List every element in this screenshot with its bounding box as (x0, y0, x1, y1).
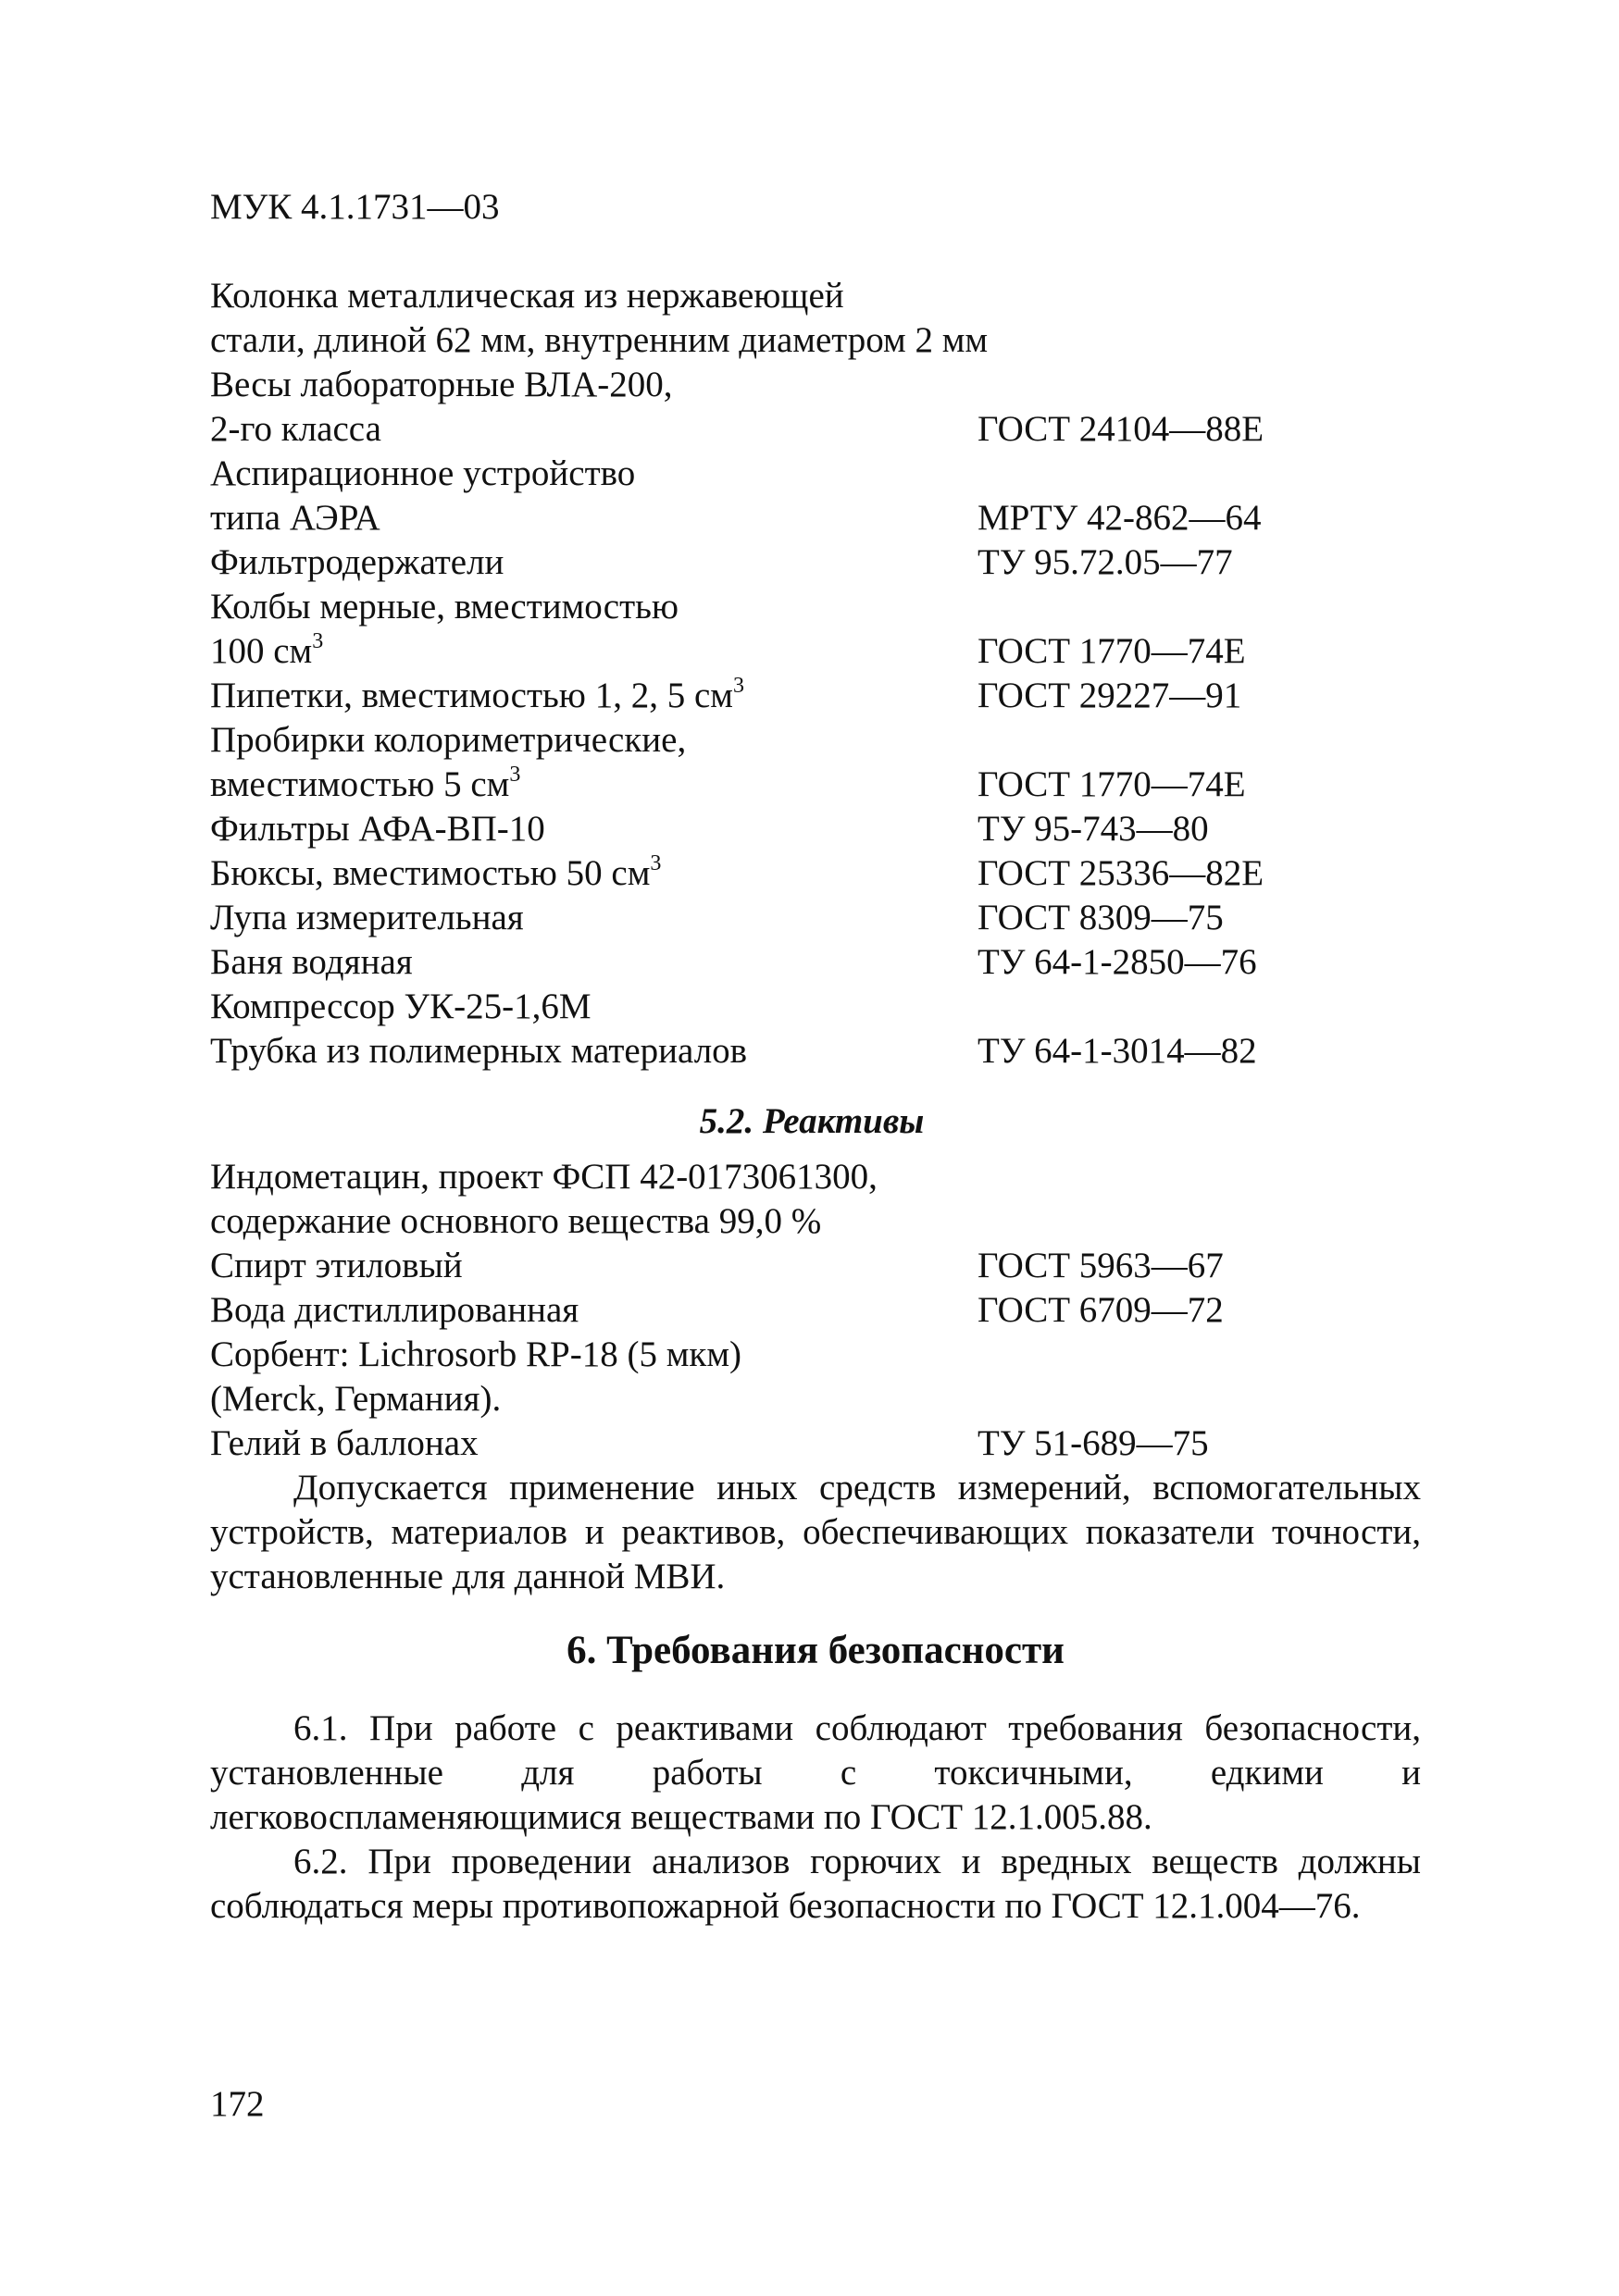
list-item (210, 985, 1414, 1029)
superscript: 3 (650, 851, 662, 875)
list-item (210, 763, 1414, 807)
item-name-wrap (210, 629, 323, 674)
item-standard: ГОСТ 29227—91 (978, 676, 1242, 715)
item-name: Индометацин, проект ФСП 42-0173061300, (210, 1157, 878, 1197)
item-name: стали, длиной 62 мм, внутренним диаметром 2 мм (210, 320, 989, 360)
list-item (210, 363, 1414, 407)
item-standard: ТУ 95.72.05—77 (978, 542, 1233, 582)
item-name-wrap (210, 851, 661, 896)
list-item (210, 496, 1414, 540)
list-item (210, 629, 1414, 674)
item-name: Лупа измерительная (210, 898, 524, 937)
list-item (210, 540, 1414, 585)
list-item (210, 1244, 1414, 1288)
item-name: Вода дистиллированная (210, 1290, 579, 1330)
list-item (210, 940, 1414, 985)
list-item (210, 1377, 1414, 1421)
list-item (210, 807, 1414, 851)
reagents-subheading: 5.2. Реактивы (699, 1101, 925, 1141)
item-name: Компрессор УК-25-1,6М (210, 987, 592, 1026)
item-name: Колонка металлическая из нержавеющей (210, 276, 844, 316)
item-name: Трубка из полимерных материалов (210, 1031, 748, 1071)
list-item (210, 274, 1414, 318)
item-name: Сорбент: Lichrosorb RP-18 (5 мкм) (210, 1334, 741, 1374)
item-name: Спирт этиловый (210, 1246, 463, 1285)
reagents-list (210, 1155, 1414, 1466)
item-name: Фильтродержатели (210, 542, 504, 582)
item-name: типа АЭРА (210, 498, 380, 538)
reagents-note-paragraph: Допускается применение иных средств измерений, вспомогательных устройств, материалов и реактивов, обеспечивающих показатели точности, установленные для данной МВИ. (210, 1468, 1421, 1596)
item-name: (Merck, Германия). (210, 1379, 502, 1419)
item-name: 2-го класса (210, 409, 381, 449)
equipment-list (210, 274, 1414, 1074)
item-name: Пипетки, вместимостью 1, 2, 5 см (210, 676, 733, 715)
item-standard: ГОСТ 6709—72 (978, 1290, 1224, 1330)
item-name-wrap (210, 674, 744, 718)
item-standard: ТУ 95-743—80 (978, 809, 1209, 849)
item-standard: ГОСТ 1770—74Е (978, 631, 1246, 671)
superscript: 3 (312, 629, 324, 653)
document-code-header: МУК 4.1.1731—03 (210, 187, 500, 227)
item-name: вместимостью 5 см (210, 764, 510, 804)
list-item (210, 585, 1414, 629)
list-item (210, 851, 1414, 896)
superscript: 3 (732, 674, 744, 698)
item-standard: ГОСТ 8309—75 (978, 898, 1224, 937)
item-standard: ТУ 64-1-3014—82 (978, 1031, 1257, 1071)
list-item (210, 1029, 1414, 1074)
item-standard: ГОСТ 1770—74Е (978, 764, 1246, 804)
safety-heading: 6. Требования безопасности (567, 1629, 1065, 1672)
list-item (210, 452, 1414, 496)
item-name: Баня водяная (210, 942, 413, 982)
item-name-wrap (210, 763, 520, 807)
safety-paragraph-2: 6.2. При проведении анализов горючих и вредных веществ должны соблюдаться меры противопожарной безопасности по ГОСТ 12.1.004—76. (210, 1842, 1421, 1926)
item-standard: ГОСТ 5963—67 (978, 1246, 1224, 1285)
list-item (210, 1288, 1414, 1333)
item-name: Гелий в баллонах (210, 1423, 479, 1463)
page-number: 172 (210, 2084, 265, 2124)
item-standard: ТУ 51-689—75 (978, 1423, 1209, 1463)
item-standard: ГОСТ 24104—88Е (978, 409, 1264, 449)
safety-paragraph-1: 6.1. При работе с реактивами соблюдают требования безопасности, установленные для работы с токсичными, едкими и легковоспламеняющимися веществами по ГОСТ 12.1.005.88. (210, 1708, 1421, 1837)
list-item (210, 1199, 1414, 1244)
list-item (210, 896, 1414, 940)
item-standard: ТУ 64-1-2850—76 (978, 942, 1257, 982)
item-name: Колбы мерные, вместимостью (210, 587, 679, 627)
item-name: Аспирационное устройство (210, 453, 636, 493)
list-item (210, 1155, 1414, 1199)
list-item (210, 407, 1414, 452)
item-name: 100 см (210, 631, 313, 671)
list-item (210, 1421, 1414, 1466)
item-standard: МРТУ 42-862—64 (978, 498, 1262, 538)
superscript: 3 (509, 763, 521, 787)
list-item (210, 1333, 1414, 1377)
list-item (210, 674, 1414, 718)
list-item (210, 718, 1414, 763)
list-item (210, 318, 1414, 363)
item-name: Весы лабораторные ВЛА-200, (210, 365, 673, 404)
item-name: содержание основного вещества 99,0 % (210, 1201, 822, 1241)
item-name: Бюксы, вместимостью 50 см (210, 853, 651, 893)
item-standard: ГОСТ 25336—82Е (978, 853, 1264, 893)
item-name: Фильтры АФА-ВП-10 (210, 809, 545, 849)
item-name: Пробирки колориметрические, (210, 720, 687, 760)
